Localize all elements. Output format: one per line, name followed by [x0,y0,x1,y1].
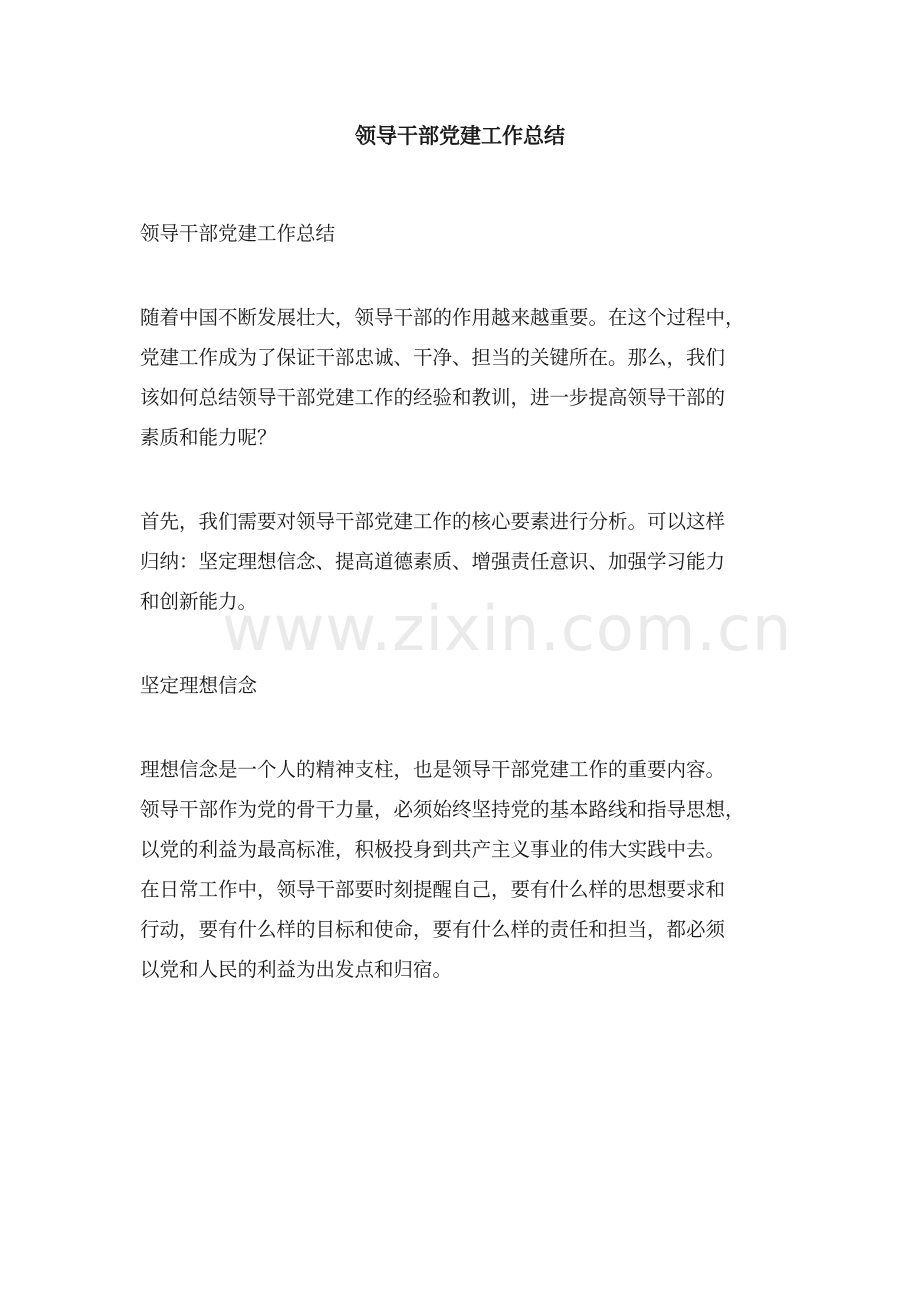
paragraph-line: 归纳：坚定理想信念、提高道德素质、增强责任意识、加强学习能力 [140,550,726,573]
paragraph-line: 党建工作成为了保证干部忠诚、干净、担当的关键所在。那么，我们 [140,346,726,369]
paragraph-line: 和创新能力。 [140,590,258,613]
document-title: 领导干部党建工作总结 [355,123,565,148]
paragraph-line: 以党的利益为最高标准，积极投身到共产主义事业的伟大实践中去。 [140,838,726,861]
paragraph-line: 理想信念是一个人的精神支柱，也是领导干部党建工作的重要内容。 [140,758,726,781]
paragraph-core-elements [140,502,790,622]
document-subtitle: 领导干部党建工作总结 [140,222,336,245]
paragraph-line: 行动，要有什么样的目标和使命，要有什么样的责任和担当，都必须 [140,918,726,941]
watermark-text: www.zixin.com.cn [222,592,793,665]
paragraph-line: 随着中国不断发展壮大，领导干部的作用越来越重要。在这个过程中， [140,306,745,329]
paragraph-line: 该如何总结领导干部党建工作的经验和教训，进一步提高领导干部的 [140,386,726,409]
paragraph-line: 素质和能力呢？ [140,426,277,449]
paragraph-line: 首先，我们需要对领导干部党建工作的核心要素进行分析。可以这样 [140,510,726,533]
document-body [140,214,793,990]
paragraph-line: 在日常工作中，领导干部要时刻提醒自己，要有什么样的思想要求和 [140,878,726,901]
paragraph-line: 以党和人民的利益为出发点和归宿。 [140,958,453,981]
paragraph-line: 领导干部作为党的骨干力量，必须始终坚持党的基本路线和指导思想， [140,798,745,821]
paragraph-intro [140,298,790,458]
section-heading [140,666,790,706]
paragraph-ideals [140,750,790,990]
section-heading-text: 坚定理想信念 [140,674,258,697]
